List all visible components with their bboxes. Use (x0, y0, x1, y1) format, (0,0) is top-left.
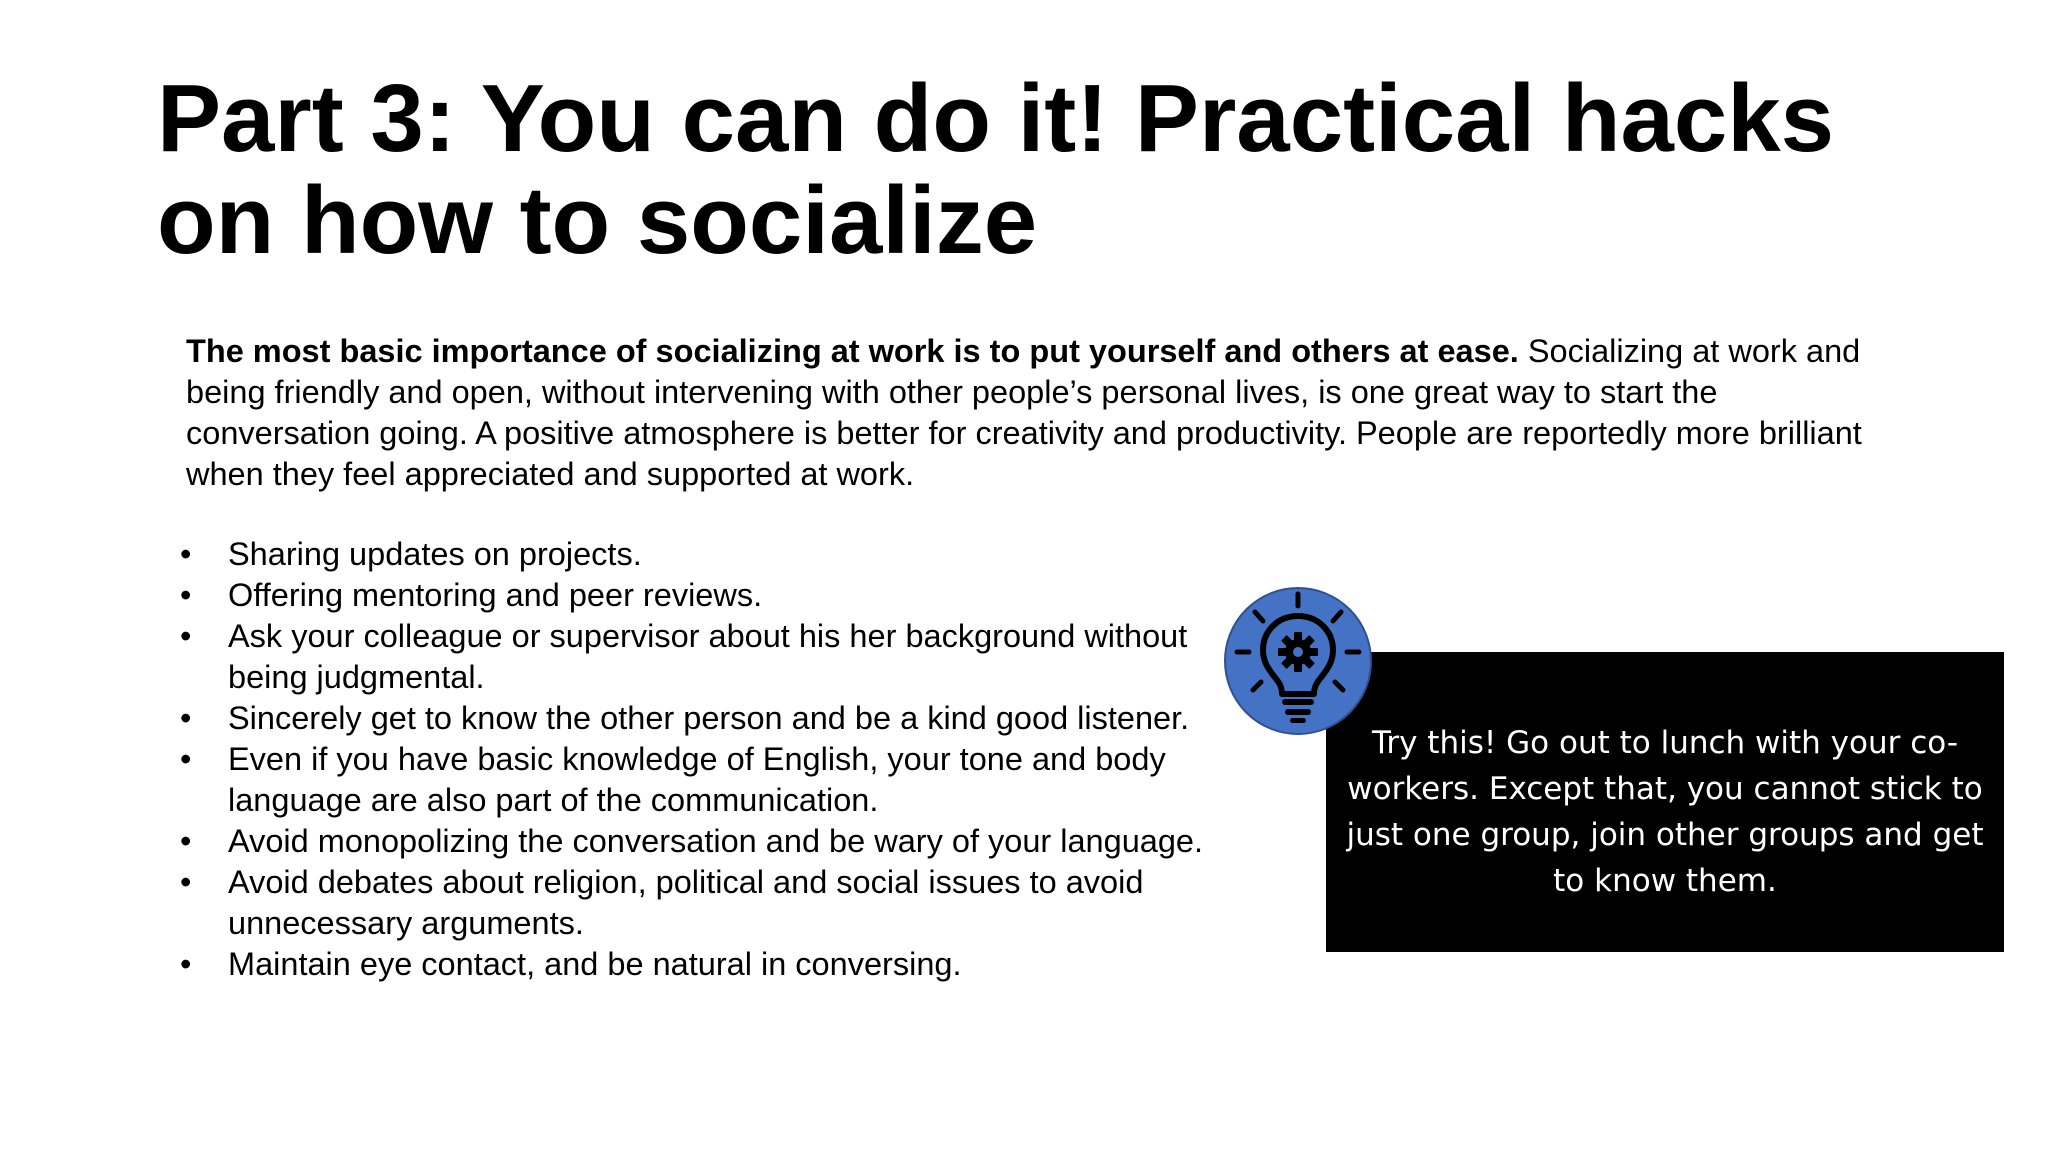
list-item (178, 739, 1238, 821)
bullet: • (180, 946, 192, 982)
tips-list (178, 534, 1238, 985)
list-item (178, 534, 1238, 575)
list-item-text: Even if you have basic knowledge of English, your tone and body language are also part of the communication. (228, 741, 1166, 818)
bullet: • (180, 823, 192, 859)
list-item (178, 575, 1238, 616)
list-item-text: Ask your colleague or supervisor about his her background without being judgmental. (228, 618, 1188, 695)
bullet: • (180, 536, 192, 572)
bullet: • (180, 577, 192, 613)
list-item (178, 616, 1238, 698)
callout-box (1326, 652, 2004, 952)
intro-body-text: Socializing at work and being friendly and open, without intervening with other people’s personal lives, is one great way to start the conversation going. A positive atmosphere is better for creativity and productivity. People are reportedly more brilliant when they feel appreciated and supported at work. (186, 333, 1862, 492)
intro-paragraph (186, 331, 1866, 495)
list-item (178, 944, 1238, 985)
bullet: • (180, 700, 192, 736)
callout-text: Try this! Go out to lunch with your co-workers. Except that, you cannot stick to just one group, join other groups and get to know them. (1346, 725, 1984, 899)
list-item (178, 821, 1238, 862)
intro-bold-sentence: The most basic importance of socializing at work is to put yourself and others at ease. (186, 333, 1519, 369)
bullet: • (180, 741, 192, 777)
list-item-text: Offering mentoring and peer reviews. (228, 577, 763, 613)
list-item-text: Avoid debates about religion, political and social issues to avoid unnecessary arguments. (228, 864, 1144, 941)
list-item (178, 698, 1238, 739)
list-item (178, 862, 1238, 944)
list-item-text: Maintain eye contact, and be natural in conversing. (228, 946, 962, 982)
bullet: • (180, 864, 192, 900)
slide-title: Part 3: You can do it! Practical hacks on how to socialize (157, 65, 1835, 274)
list-item-text: Sincerely get to know the other person and be a kind good listener. (228, 700, 1190, 736)
list-item-text: Avoid monopolizing the conversation and be wary of your language. (228, 823, 1204, 859)
bullet: • (180, 618, 192, 654)
lightbulb-gear-icon (1223, 586, 1373, 736)
list-item-text: Sharing updates on projects. (228, 536, 642, 572)
